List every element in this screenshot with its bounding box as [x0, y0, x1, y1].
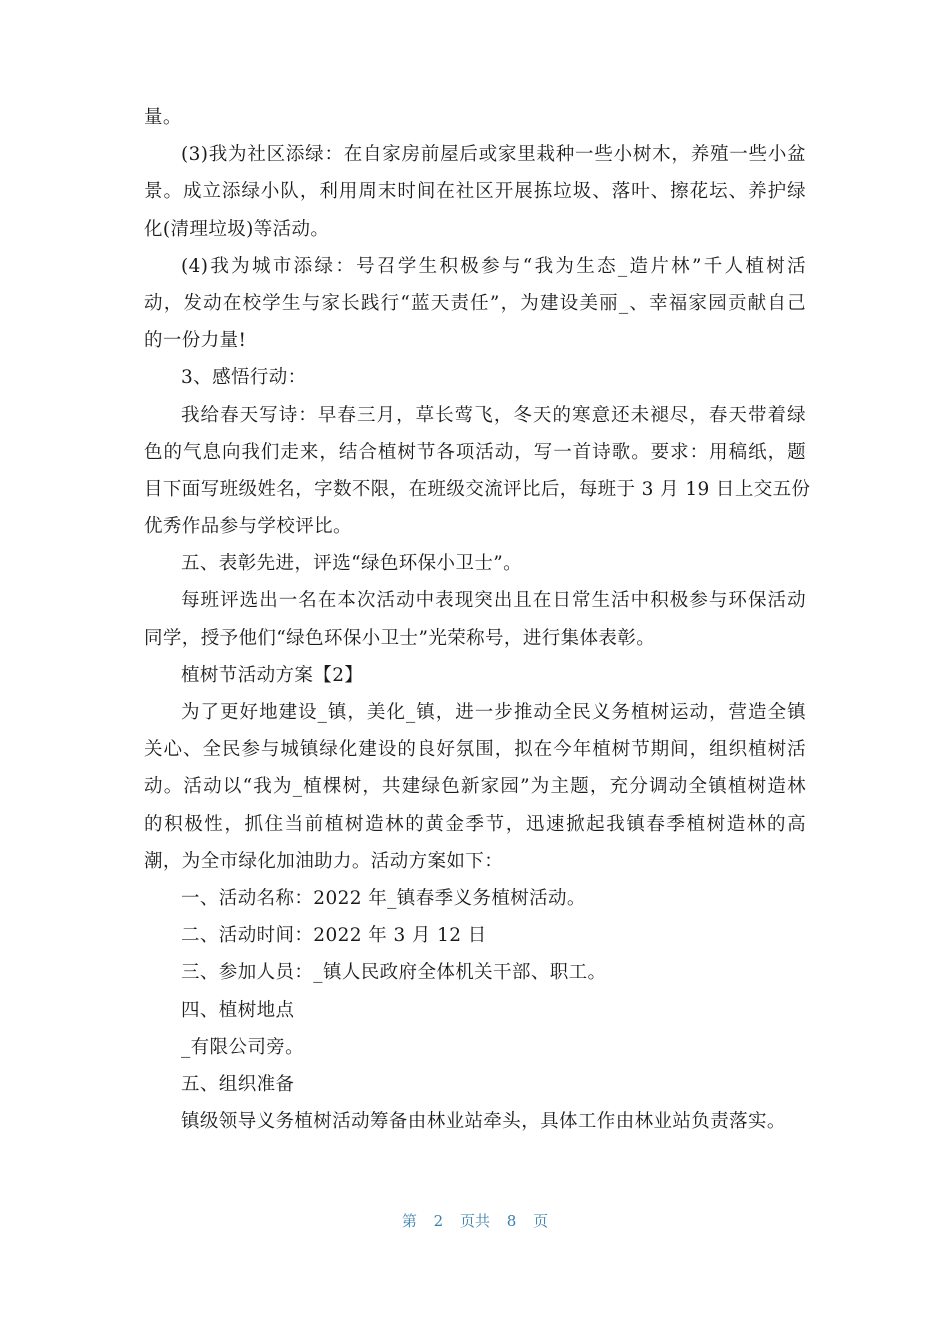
text-line: 关心、全民参与城镇绿化建设的良好氛围，拟在今年植树节期间，组织植树活: [144, 739, 806, 761]
text-line: 优秀作品参与学校评比。: [144, 516, 352, 538]
text-line: 一、活动名称：2022 年_镇春季义务植树活动。: [181, 887, 586, 909]
footer-middle: 页共: [459, 1212, 490, 1230]
section-title: 植树节活动方案【2】: [181, 664, 364, 686]
text-line: 量。: [144, 107, 182, 128]
text-line: 的一份力量!: [144, 330, 247, 352]
page-footer: [0, 1210, 950, 1231]
text-line: 化(清理垃圾)等活动。: [144, 218, 330, 240]
text-line: (3)我为社区添绿：在自家房前屋后或家里栽种一些小树木，养殖一些小盆: [181, 144, 806, 166]
document-body: [144, 99, 811, 1140]
footer-suffix: 页: [533, 1212, 549, 1230]
footer-total-pages: 8: [506, 1212, 517, 1230]
section-heading: 五、表彰先进，评选“绿色环保小卫士”。: [181, 553, 523, 575]
text-line: 色的气息向我们走来，结合植树节各项活动，写一首诗歌。要求：用稿纸，题: [144, 441, 806, 463]
footer-current-page: 2: [433, 1212, 444, 1230]
text-line: (4)我为城市添绿：号召学生积极参与“我为生态_造片林”千人植树活: [181, 255, 806, 277]
text-line: 三、参加人员：_镇人民政府全体机关干部、职工。: [181, 962, 607, 984]
text-line: 动，发动在校学生与家长践行“蓝天责任”，为建设美丽_、幸福家园贡献自己: [144, 292, 806, 314]
section-heading: 3、感悟行动：: [181, 367, 307, 389]
section-heading: 五、组织准备: [181, 1073, 295, 1095]
text-line: 目下面写班级姓名，字数不限，在班级交流评比后，每班于 3 月 19 日上交五份: [144, 478, 811, 500]
text-line: 为了更好地建设_镇，美化_镇，进一步推动全民义务植树运动，营造全镇: [181, 702, 806, 723]
text-line: 的积极性，抓住当前植树造林的黄金季节，迅速掀起我镇春季植树造林的高: [144, 813, 806, 835]
text-line: 同学，授予他们“绿色环保小卫士”光荣称号，进行集体表彰。: [144, 627, 656, 649]
text-line: 动。活动以“我为_植棵树，共建绿色新家园”为主题，充分调动全镇植树造林: [144, 776, 806, 798]
text-line: 我给春天写诗：早春三月，草长莺飞，冬天的寒意还未褪尽，春天带着绿: [181, 404, 806, 426]
text-line: 景。成立添绿小队，利用周末时间在社区开展拣垃圾、落叶、擦花坛、养护绿: [144, 181, 806, 203]
text-line: 二、活动时间：2022 年 3 月 12 日: [181, 925, 487, 947]
text-line: 镇级领导义务植树活动筹备由林业站牵头，具体工作由林业站负责落实。: [181, 1111, 786, 1133]
text-line: 潮，为全市绿化加油助力。活动方案如下：: [144, 850, 504, 872]
footer-prefix: 第: [401, 1212, 417, 1230]
text-line: _有限公司旁。: [181, 1036, 305, 1058]
text-line: 每班评选出一名在本次活动中表现突出且在日常生活中积极参与环保活动: [181, 590, 806, 612]
section-heading: 四、植树地点: [181, 999, 295, 1021]
